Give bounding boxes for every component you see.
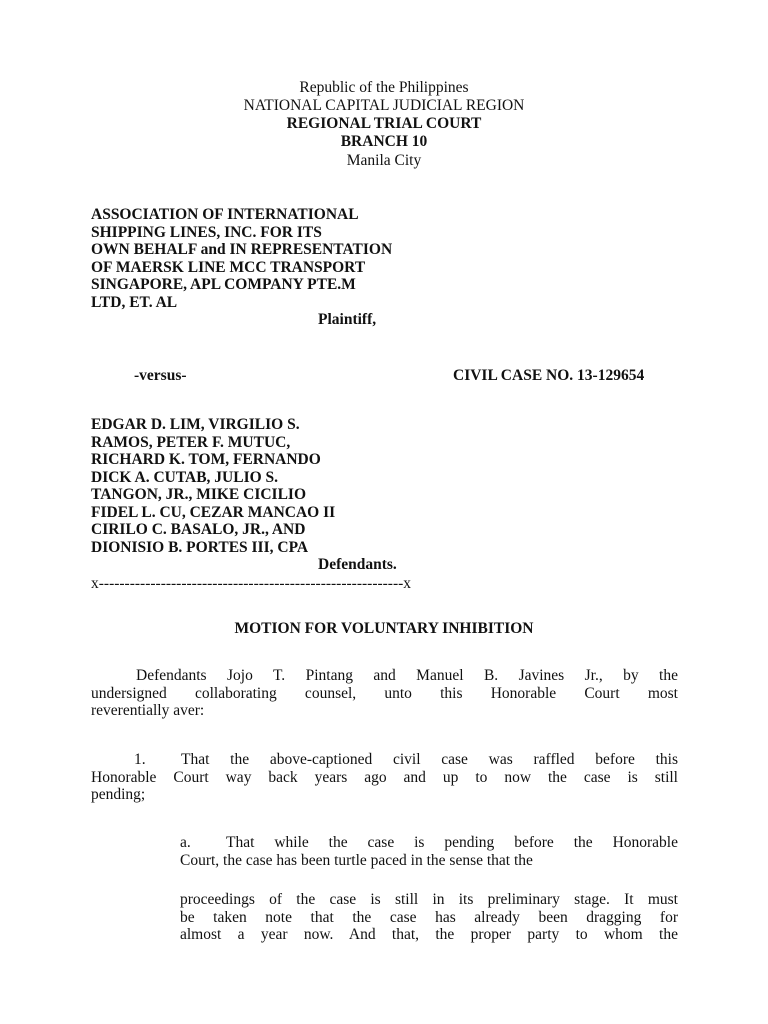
paragraph-1-number: 1. xyxy=(134,751,146,768)
paragraph-1-line: pending; xyxy=(91,786,146,803)
intro-line: reverentially aver: xyxy=(91,702,205,719)
plaintiff-role: Plaintiff, xyxy=(318,311,377,328)
defendant-line: TANGON, JR., MIKE CICILIO xyxy=(91,486,307,503)
plaintiff-line: OF MAERSK LINE MCC TRANSPORT xyxy=(91,258,366,276)
defendant-line: DICK A. CUTAB, JULIO S. xyxy=(91,468,279,486)
intro-paragraph xyxy=(91,667,678,720)
paragraph-1-line: Honorable Court way back years ago and up to now the case is still xyxy=(91,768,678,786)
continuation-line: be taken note that the case has already been dragging for xyxy=(180,908,678,926)
plaintiff-line: SHIPPING LINES, INC. FOR ITS xyxy=(91,223,322,241)
plaintiff-line: ASSOCIATION OF INTERNATIONAL xyxy=(91,206,359,223)
caption-separator: x-----------------------------------------------------------x xyxy=(91,575,412,592)
motion-title: MOTION FOR VOLUNTARY INHIBITION xyxy=(234,620,534,637)
subparagraph-a-continuation xyxy=(180,891,678,944)
intro-line: undersigned collaborating counsel, unto this Honorable Court most xyxy=(91,684,678,702)
paragraph-1-line: That the above-captioned civil case was raffled before this xyxy=(181,751,678,768)
case-number-label: CIVIL CASE NO. xyxy=(453,367,574,384)
subparagraph-a-line: Court, the case has been turtle paced in the sense that the xyxy=(180,851,533,869)
country-heading: Republic of the Philippines xyxy=(299,79,469,96)
plaintiff-line: LTD, ET. AL xyxy=(91,293,178,311)
case-number-line xyxy=(453,367,644,385)
plaintiff-block xyxy=(91,206,392,311)
defendant-line: DIONISIO B. PORTES III, CPA xyxy=(91,538,309,556)
defendant-block xyxy=(91,416,335,556)
versus-label: -versus- xyxy=(134,367,187,384)
city-heading: Manila City xyxy=(346,152,422,169)
defendant-line: CIRILO C. BASALO, JR., AND xyxy=(91,521,306,538)
case-number-value: 13-129654 xyxy=(577,367,645,384)
subparagraph-a-line: That while the case is pending before the Honorable xyxy=(226,834,678,851)
defendant-line: FIDEL L. CU, CEZAR MANCAO II xyxy=(91,503,336,521)
plaintiff-line: OWN BEHALF and IN REPRESENTATION xyxy=(91,241,393,258)
defendant-line: RAMOS, PETER F. MUTUC, xyxy=(91,433,291,451)
defendant-line: EDGAR D. LIM, VIRGILIO S. xyxy=(91,416,300,433)
region-heading: NATIONAL CAPITAL JUDICIAL REGION xyxy=(243,97,525,114)
continuation-line: almost a year now. And that, the proper party to whom the xyxy=(180,926,678,943)
intro-line: Defendants Jojo T. Pintang and Manuel B. Javines Jr., by the xyxy=(136,667,678,684)
defendant-line: RICHARD K. TOM, FERNANDO xyxy=(91,451,321,468)
subparagraph-a xyxy=(180,834,678,869)
paragraph-1 xyxy=(91,751,678,804)
branch-heading: BRANCH 10 xyxy=(340,133,428,150)
continuation-line: proceedings of the case is still in its preliminary stage. It must xyxy=(180,891,678,908)
plaintiff-line: SINGAPORE, APL COMPANY PTE.M xyxy=(91,276,356,293)
court-heading: REGIONAL TRIAL COURT xyxy=(286,115,482,132)
defendant-role: Defendants. xyxy=(318,556,397,573)
subparagraph-a-letter: a. xyxy=(180,834,191,851)
